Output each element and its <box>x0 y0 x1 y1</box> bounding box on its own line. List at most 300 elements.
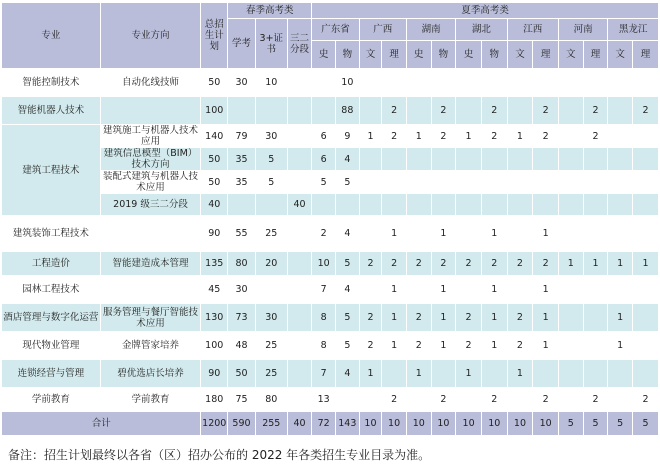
header-subject: 物 <box>336 41 360 69</box>
value-cell <box>608 97 633 125</box>
value-cell <box>558 304 583 332</box>
value-cell <box>632 171 658 194</box>
header-spring-col: 学考 <box>228 19 256 69</box>
direction-cell: 建筑施工与机器人技术应用 <box>100 125 201 148</box>
value-cell: 100 <box>201 332 228 360</box>
total-value-cell: 10 <box>382 412 407 436</box>
value-cell: 25 <box>255 360 287 388</box>
value-cell <box>558 125 583 148</box>
value-cell <box>382 194 407 216</box>
value-cell <box>456 276 482 304</box>
value-cell: 8 <box>312 332 336 360</box>
value-cell: 5 <box>312 171 336 194</box>
value-cell <box>608 171 633 194</box>
value-cell <box>558 69 583 97</box>
header-subject: 理 <box>583 41 608 69</box>
value-cell: 50 <box>201 148 228 171</box>
value-cell <box>481 360 507 388</box>
value-cell <box>287 216 312 252</box>
total-value-cell: 10 <box>359 412 382 436</box>
value-cell <box>608 125 633 148</box>
value-cell <box>558 332 583 360</box>
value-cell <box>287 276 312 304</box>
value-cell: 2 <box>431 252 456 276</box>
header-province: 江西 <box>507 19 558 41</box>
value-cell: 1 <box>481 216 507 252</box>
value-cell: 50 <box>201 171 228 194</box>
value-cell: 88 <box>336 97 360 125</box>
major-cell: 智能机器人技术 <box>2 97 101 125</box>
value-cell: 35 <box>228 171 256 194</box>
value-cell <box>533 69 559 97</box>
value-cell: 2 <box>481 97 507 125</box>
value-cell: 1 <box>431 216 456 252</box>
value-cell: 2 <box>533 97 559 125</box>
direction-cell: 装配式建筑与机器人技术应用 <box>100 171 201 194</box>
value-cell <box>583 276 608 304</box>
value-cell <box>481 148 507 171</box>
header-total-plan: 总招生计划 <box>201 3 228 69</box>
value-cell <box>406 97 431 125</box>
header-subject: 史 <box>456 41 482 69</box>
value-cell <box>431 194 456 216</box>
value-cell: 2 <box>456 252 482 276</box>
value-cell <box>287 388 312 412</box>
value-cell <box>456 216 482 252</box>
value-cell <box>608 388 633 412</box>
total-value-cell: 5 <box>608 412 633 436</box>
value-cell: 1 <box>382 276 407 304</box>
value-cell: 1 <box>359 360 382 388</box>
value-cell: 30 <box>255 125 287 148</box>
value-cell: 1 <box>533 276 559 304</box>
value-cell: 1 <box>382 216 407 252</box>
header-subject: 文 <box>608 41 633 69</box>
value-cell: 6 <box>312 125 336 148</box>
value-cell <box>456 148 482 171</box>
value-cell <box>336 194 360 216</box>
value-cell <box>382 360 407 388</box>
header-subject: 物 <box>431 41 456 69</box>
value-cell <box>287 332 312 360</box>
value-cell <box>481 69 507 97</box>
total-value-cell: 143 <box>336 412 360 436</box>
value-cell: 130 <box>201 304 228 332</box>
value-cell <box>359 194 382 216</box>
direction-cell <box>100 97 201 125</box>
value-cell: 5 <box>336 252 360 276</box>
header-province: 广西 <box>359 19 406 41</box>
value-cell: 135 <box>201 252 228 276</box>
value-cell: 20 <box>255 252 287 276</box>
value-cell <box>287 171 312 194</box>
value-cell: 1 <box>481 332 507 360</box>
enrollment-table <box>1 2 659 436</box>
value-cell: 90 <box>201 216 228 252</box>
total-value-cell: 5 <box>583 412 608 436</box>
value-cell: 180 <box>201 388 228 412</box>
value-cell <box>558 171 583 194</box>
value-cell <box>632 194 658 216</box>
value-cell <box>456 69 482 97</box>
value-cell: 2 <box>382 97 407 125</box>
value-cell <box>359 97 382 125</box>
value-cell: 1 <box>481 304 507 332</box>
value-cell <box>359 148 382 171</box>
major-cell: 现代物业管理 <box>2 332 101 360</box>
value-cell <box>228 194 256 216</box>
header-subject: 理 <box>533 41 559 69</box>
value-cell: 55 <box>228 216 256 252</box>
value-cell: 80 <box>255 388 287 412</box>
total-row <box>2 412 659 436</box>
value-cell: 1 <box>431 332 456 360</box>
value-cell <box>456 171 482 194</box>
value-cell: 4 <box>336 276 360 304</box>
value-cell: 1 <box>558 252 583 276</box>
value-cell <box>608 148 633 171</box>
value-cell: 1 <box>382 304 407 332</box>
table-row <box>2 252 659 276</box>
table-row <box>2 388 659 412</box>
total-value-cell: 10 <box>481 412 507 436</box>
header-summer-group: 夏季高考类 <box>312 3 659 19</box>
value-cell: 50 <box>201 69 228 97</box>
value-cell <box>632 148 658 171</box>
table-row <box>2 216 659 252</box>
value-cell: 2 <box>583 97 608 125</box>
value-cell <box>406 69 431 97</box>
major-cell: 建筑装饰工程技术 <box>2 216 101 252</box>
header-spring-col: 三二分段 <box>287 19 312 69</box>
value-cell: 35 <box>228 148 256 171</box>
total-value-cell: 255 <box>255 412 287 436</box>
value-cell: 9 <box>336 125 360 148</box>
value-cell: 40 <box>287 194 312 216</box>
value-cell <box>507 97 533 125</box>
value-cell: 2 <box>359 304 382 332</box>
value-cell: 5 <box>255 171 287 194</box>
value-cell <box>507 148 533 171</box>
header-spring-col: 3+证书 <box>255 19 287 69</box>
value-cell <box>287 304 312 332</box>
value-cell <box>431 69 456 97</box>
header-subject: 文 <box>359 41 382 69</box>
value-cell <box>507 69 533 97</box>
value-cell <box>382 69 407 97</box>
value-cell <box>255 97 287 125</box>
value-cell <box>583 194 608 216</box>
value-cell: 1 <box>583 252 608 276</box>
value-cell <box>632 360 658 388</box>
value-cell <box>456 194 482 216</box>
total-value-cell: 10 <box>406 412 431 436</box>
major-cell: 学前教育 <box>2 388 101 412</box>
value-cell <box>359 171 382 194</box>
value-cell <box>558 388 583 412</box>
value-cell <box>632 304 658 332</box>
value-cell <box>608 194 633 216</box>
value-cell: 1 <box>608 332 633 360</box>
value-cell: 10 <box>312 252 336 276</box>
value-cell: 2 <box>632 97 658 125</box>
table-row <box>2 148 659 171</box>
value-cell <box>583 332 608 360</box>
total-label: 合计 <box>2 412 201 436</box>
total-value-cell: 10 <box>533 412 559 436</box>
value-cell: 1 <box>481 276 507 304</box>
total-value-cell: 10 <box>456 412 482 436</box>
header-direction: 专业方向 <box>100 3 201 69</box>
direction-cell: 建筑信息模型（BIM）技术方向 <box>100 148 201 171</box>
value-cell <box>406 388 431 412</box>
value-cell: 1 <box>533 216 559 252</box>
header-spring-group: 春季高考类 <box>228 3 312 19</box>
value-cell: 25 <box>255 332 287 360</box>
value-cell: 1 <box>533 332 559 360</box>
value-cell: 2 <box>406 332 431 360</box>
value-cell <box>583 216 608 252</box>
value-cell <box>431 148 456 171</box>
value-cell: 2 <box>533 388 559 412</box>
value-cell: 5 <box>336 171 360 194</box>
value-cell: 1 <box>507 125 533 148</box>
value-cell: 80 <box>228 252 256 276</box>
direction-cell: 服务管理与餐厅智能技术应用 <box>100 304 201 332</box>
value-cell <box>406 216 431 252</box>
value-cell: 40 <box>201 194 228 216</box>
value-cell: 2 <box>312 216 336 252</box>
value-cell <box>481 194 507 216</box>
value-cell: 2 <box>431 125 456 148</box>
value-cell <box>632 332 658 360</box>
table-row <box>2 125 659 148</box>
direction-cell: 2019 级三二分段 <box>100 194 201 216</box>
value-cell <box>507 388 533 412</box>
total-value-cell: 5 <box>558 412 583 436</box>
total-value-cell: 10 <box>431 412 456 436</box>
value-cell <box>507 276 533 304</box>
value-cell: 2 <box>481 125 507 148</box>
value-cell: 2 <box>406 252 431 276</box>
table-body <box>2 69 659 436</box>
value-cell <box>558 194 583 216</box>
direction-cell <box>100 216 201 252</box>
header-subject: 文 <box>507 41 533 69</box>
header-subject: 史 <box>312 41 336 69</box>
major-cell: 酒店管理与数字化运营 <box>2 304 101 332</box>
value-cell: 2 <box>359 332 382 360</box>
table-row <box>2 69 659 97</box>
major-cell: 园林工程技术 <box>2 276 101 304</box>
value-cell <box>507 216 533 252</box>
value-cell <box>632 125 658 148</box>
value-cell <box>406 148 431 171</box>
direction-cell: 学前教育 <box>100 388 201 412</box>
value-cell: 5 <box>336 304 360 332</box>
value-cell: 1 <box>533 304 559 332</box>
value-cell <box>608 276 633 304</box>
value-cell <box>382 171 407 194</box>
value-cell: 2 <box>406 304 431 332</box>
value-cell: 30 <box>255 304 287 332</box>
table-row <box>2 276 659 304</box>
value-cell <box>406 171 431 194</box>
value-cell: 2 <box>533 252 559 276</box>
value-cell: 2 <box>382 388 407 412</box>
value-cell: 48 <box>228 332 256 360</box>
footnote: 备注：招生计划最终以各省（区）招办公布的 2022 年各类招生专业目录为准。 <box>8 448 431 462</box>
value-cell: 1 <box>608 252 633 276</box>
value-cell <box>533 148 559 171</box>
value-cell: 2 <box>507 304 533 332</box>
value-cell: 13 <box>312 388 336 412</box>
value-cell <box>312 97 336 125</box>
value-cell: 2 <box>583 125 608 148</box>
value-cell <box>456 97 482 125</box>
total-value-cell: 1200 <box>201 412 228 436</box>
value-cell <box>287 360 312 388</box>
value-cell <box>255 276 287 304</box>
value-cell <box>359 216 382 252</box>
value-cell: 2 <box>456 304 482 332</box>
value-cell <box>533 194 559 216</box>
value-cell <box>533 171 559 194</box>
value-cell: 7 <box>312 360 336 388</box>
header-subject: 物 <box>481 41 507 69</box>
direction-cell: 智能建造成本管理 <box>100 252 201 276</box>
value-cell: 5 <box>255 148 287 171</box>
header-province: 广东省 <box>312 19 359 41</box>
value-cell: 5 <box>336 332 360 360</box>
value-cell: 2 <box>431 388 456 412</box>
value-cell: 75 <box>228 388 256 412</box>
direction-cell: 自动化线技师 <box>100 69 201 97</box>
value-cell: 4 <box>336 360 360 388</box>
value-cell <box>608 216 633 252</box>
value-cell: 50 <box>228 360 256 388</box>
table-row <box>2 304 659 332</box>
value-cell <box>583 148 608 171</box>
value-cell <box>287 252 312 276</box>
value-cell: 2 <box>533 125 559 148</box>
value-cell: 2 <box>481 388 507 412</box>
value-cell: 140 <box>201 125 228 148</box>
value-cell: 6 <box>312 148 336 171</box>
major-cell: 智能控制技术 <box>2 69 101 97</box>
value-cell: 25 <box>255 216 287 252</box>
value-cell: 10 <box>255 69 287 97</box>
value-cell <box>382 148 407 171</box>
value-cell: 73 <box>228 304 256 332</box>
value-cell <box>583 304 608 332</box>
value-cell <box>507 194 533 216</box>
table-row <box>2 171 659 194</box>
value-cell: 4 <box>336 148 360 171</box>
value-cell: 2 <box>632 388 658 412</box>
total-value-cell: 10 <box>507 412 533 436</box>
value-cell <box>255 194 287 216</box>
value-cell: 2 <box>507 252 533 276</box>
value-cell <box>608 69 633 97</box>
value-cell: 2 <box>583 388 608 412</box>
value-cell <box>456 388 482 412</box>
value-cell <box>583 360 608 388</box>
value-cell: 2 <box>431 97 456 125</box>
value-cell: 1 <box>431 304 456 332</box>
value-cell <box>583 69 608 97</box>
value-cell: 2 <box>382 125 407 148</box>
value-cell <box>406 276 431 304</box>
value-cell <box>287 148 312 171</box>
value-cell: 1 <box>608 304 633 332</box>
value-cell: 2 <box>481 252 507 276</box>
value-cell <box>287 125 312 148</box>
value-cell <box>287 69 312 97</box>
header-province: 河南 <box>558 19 607 41</box>
header-subject: 理 <box>632 41 658 69</box>
value-cell <box>558 148 583 171</box>
header-subject: 文 <box>558 41 583 69</box>
value-cell <box>359 69 382 97</box>
value-cell: 2 <box>382 252 407 276</box>
value-cell: 1 <box>382 332 407 360</box>
table-row <box>2 97 659 125</box>
value-cell <box>558 360 583 388</box>
value-cell <box>359 276 382 304</box>
value-cell <box>558 97 583 125</box>
value-cell <box>406 194 431 216</box>
total-value-cell: 72 <box>312 412 336 436</box>
value-cell <box>507 171 533 194</box>
value-cell <box>558 276 583 304</box>
header-subject: 理 <box>382 41 407 69</box>
value-cell: 1 <box>431 276 456 304</box>
value-cell: 8 <box>312 304 336 332</box>
value-cell: 2 <box>359 252 382 276</box>
direction-cell: 碧优选店长培养 <box>100 360 201 388</box>
value-cell <box>431 171 456 194</box>
value-cell: 2 <box>507 332 533 360</box>
value-cell <box>287 97 312 125</box>
major-cell: 工程造价 <box>2 252 101 276</box>
value-cell: 90 <box>201 360 228 388</box>
value-cell <box>632 276 658 304</box>
header-province: 湖北 <box>456 19 507 41</box>
header-major: 专业 <box>2 3 101 69</box>
value-cell <box>583 171 608 194</box>
value-cell <box>481 171 507 194</box>
value-cell <box>312 194 336 216</box>
value-cell: 1 <box>507 360 533 388</box>
value-cell: 1 <box>456 360 482 388</box>
major-cell: 连锁经营与管理 <box>2 360 101 388</box>
value-cell <box>632 69 658 97</box>
value-cell: 30 <box>228 276 256 304</box>
value-cell: 1 <box>456 125 482 148</box>
header-province: 湖南 <box>406 19 455 41</box>
value-cell: 4 <box>336 216 360 252</box>
total-value-cell: 40 <box>287 412 312 436</box>
value-cell: 79 <box>228 125 256 148</box>
header-subject: 史 <box>406 41 431 69</box>
major-cell: 建筑工程技术 <box>2 125 101 216</box>
table-row <box>2 194 659 216</box>
value-cell: 2 <box>456 332 482 360</box>
value-cell: 30 <box>228 69 256 97</box>
value-cell: 100 <box>201 97 228 125</box>
value-cell: 7 <box>312 276 336 304</box>
